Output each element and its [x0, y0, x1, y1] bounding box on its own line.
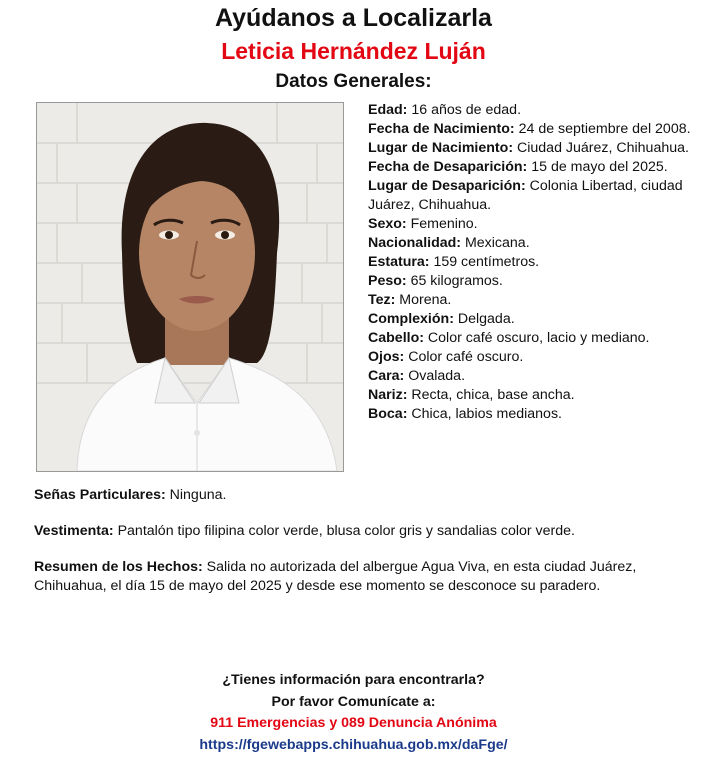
field-lugar-nacimiento: Lugar de Nacimiento: Ciudad Juárez, Chihuahua.	[368, 140, 689, 156]
field-complexion: Complexión: Delgada.	[368, 311, 515, 327]
contact-block	[0, 670, 707, 756]
field-estatura: Estatura: 159 centímetros.	[368, 254, 540, 270]
field-fecha-nacimiento: Fecha de Nacimiento: 24 de septiembre del 2008.	[368, 121, 691, 137]
section-title: Datos Generales:	[275, 71, 432, 92]
field-edad: Edad: 16 años de edad.	[368, 102, 522, 118]
portrait-illustration	[37, 103, 343, 471]
contact-please: Por favor Comunícate a:	[271, 693, 436, 710]
emergency-phones: 911 Emergencias y 089 Denuncia Anónima	[210, 715, 497, 731]
field-ojos: Ojos: Color café oscuro.	[368, 349, 524, 365]
portrait-photo	[36, 102, 344, 472]
field-tez: Tez: Morena.	[368, 292, 452, 308]
field-lugar-desaparicion: Lugar de Desaparición: Colonia Libertad, ciudad Juárez, Chihuahua.	[368, 178, 683, 213]
field-cabello: Cabello: Color café oscuro, lacio y mediano.	[368, 330, 650, 346]
field-nariz: Nariz: Recta, chica, base ancha.	[368, 387, 575, 403]
field-peso: Peso: 65 kilogramos.	[368, 273, 503, 289]
missing-person-name: Leticia Hernández Luján	[221, 38, 486, 64]
report-url-link[interactable]: https://fgewebapps.chihuahua.gob.mx/daFge/	[199, 736, 508, 753]
resumen-hechos: Resumen de los Hechos: Salida no autorizada del albergue Agua Viva, en esta ciudad Juárez, Chihuahua, el día 15 de mayo del 2025 y desde ese momento se desconoce su paradero.	[34, 559, 637, 594]
field-cara: Cara: Ovalada.	[368, 368, 466, 384]
contact-question: ¿Tienes información para encontrarla?	[222, 672, 485, 688]
field-boca: Boca: Chica, labios medianos.	[368, 406, 562, 422]
field-nacionalidad: Nacionalidad: Mexicana.	[368, 235, 530, 251]
personal-data-list	[368, 101, 698, 424]
vestimenta: Vestimenta: Pantalón tipo filipina color verde, blusa color gris y sandalias color verde.	[34, 523, 575, 539]
poster-title: Ayúdanos a Localizarla	[215, 4, 492, 32]
field-sexo: Sexo: Femenino.	[368, 216, 478, 232]
field-fecha-desaparicion: Fecha de Desaparición: 15 de mayo del 2025.	[368, 159, 668, 175]
senas-particulares: Señas Particulares: Ninguna.	[34, 487, 227, 503]
